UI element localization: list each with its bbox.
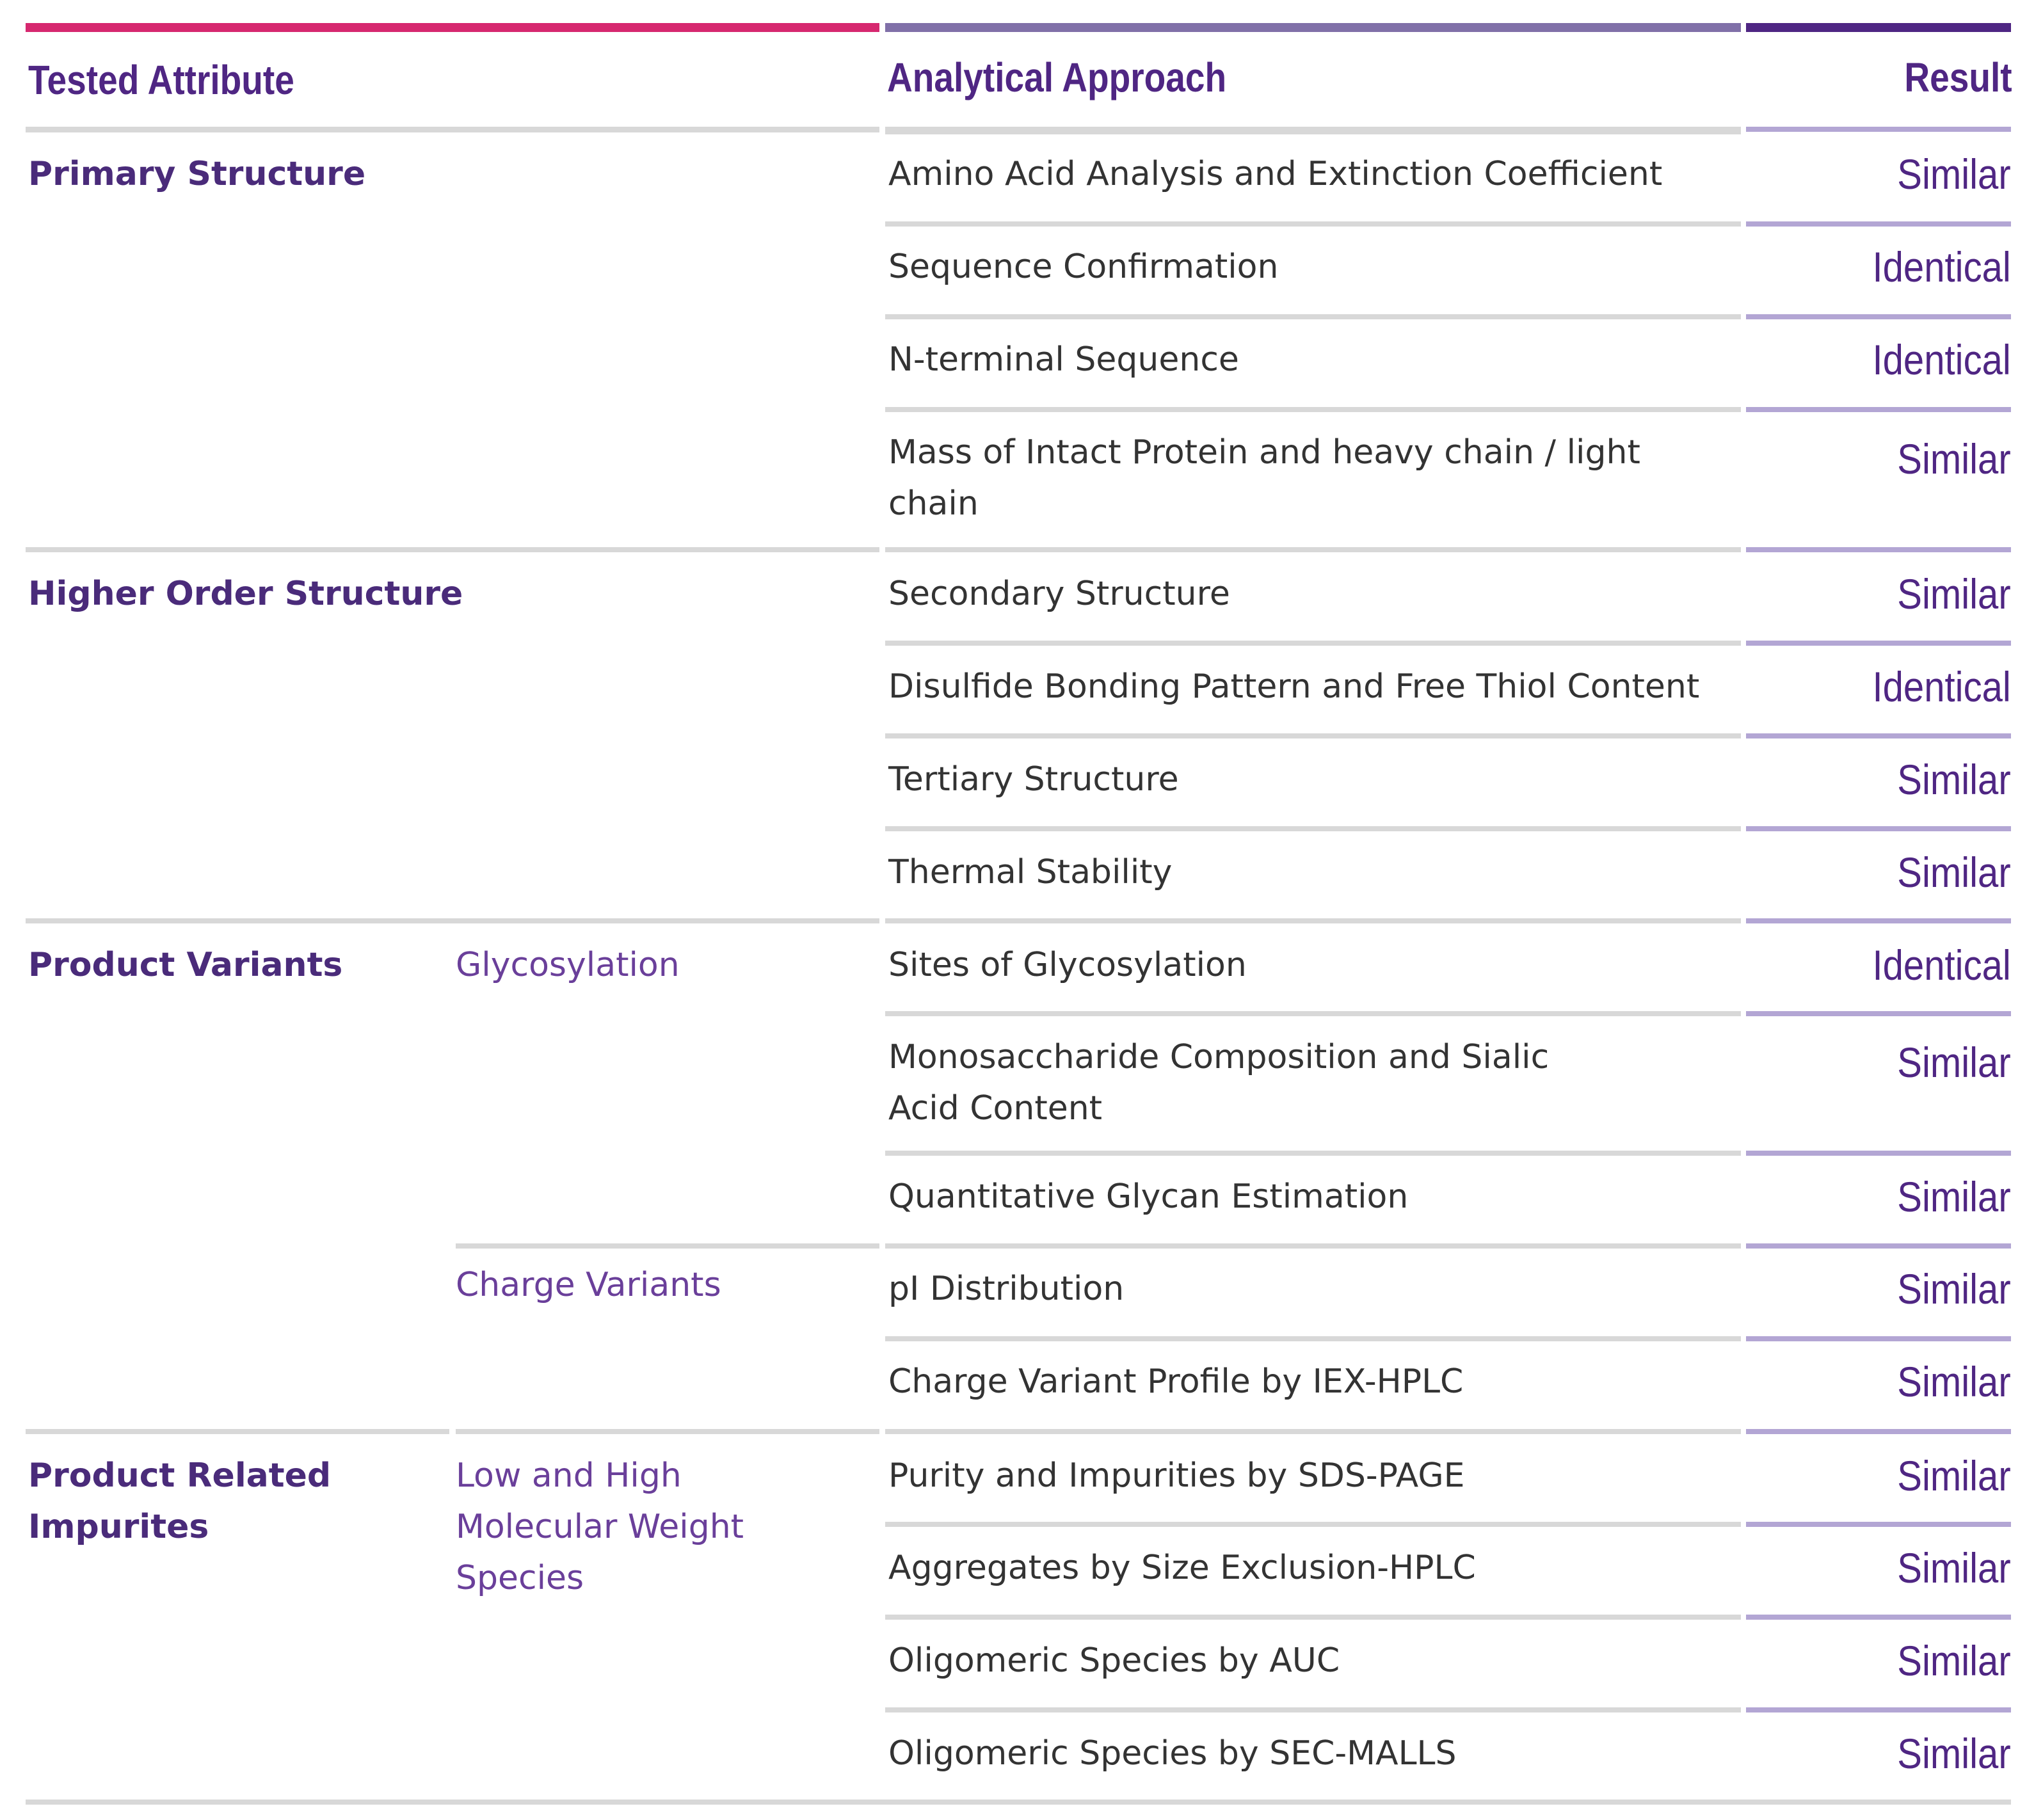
approach-cell: Oligomeric Species by SEC-MALLS: [888, 1734, 1457, 1773]
row-divider: [885, 1615, 1741, 1620]
row-divider: [1746, 221, 2011, 227]
header-accent-bar-attribute: [26, 23, 879, 32]
header-accent-bar-result: [1746, 23, 2011, 32]
row-divider: [1746, 826, 2011, 831]
group-divider: [26, 1429, 449, 1434]
row-divider: [1746, 641, 2011, 646]
subcategory-glycosylation: Glycosylation: [456, 946, 680, 984]
result-cell: Similar: [1897, 435, 2011, 483]
row-divider: [1746, 1429, 2011, 1434]
result-cell: Similar: [1897, 1039, 2011, 1086]
row-divider: [1746, 733, 2011, 738]
result-cell: Similar: [1897, 1358, 2011, 1405]
row-divider: [885, 1243, 1741, 1249]
result-cell: Similar: [1897, 849, 2011, 896]
header-divider: [26, 127, 879, 132]
row-divider: [885, 918, 1741, 923]
approach-cell: Aggregates by Size Exclusion-HPLC: [888, 1549, 1476, 1587]
attribute-higher-order-structure: Higher Order Structure: [28, 575, 463, 613]
result-cell: Identical: [1872, 243, 2011, 291]
approach-cell: Quantitative Glycan Estimation: [888, 1177, 1409, 1216]
subcategory-molecular-weight-species: Low and High Molecular Weight Species: [456, 1457, 744, 1597]
row-divider: [885, 1429, 1741, 1434]
approach-cell: Purity and Impurities by SDS-PAGE: [888, 1457, 1465, 1495]
table-bottom-divider: [26, 1800, 2011, 1805]
approach-cell: pI Distribution: [888, 1270, 1125, 1308]
row-divider: [1746, 314, 2011, 319]
approach-cell: N-terminal Sequence: [888, 340, 1239, 379]
attribute-product-related-impurities: Product Related Impurites: [28, 1457, 332, 1546]
result-cell: Identical: [1872, 336, 2011, 383]
row-divider: [1746, 1522, 2011, 1527]
group-divider: [456, 1429, 879, 1434]
approach-cell: Sites of Glycosylation: [888, 946, 1247, 984]
row-divider: [1746, 918, 2011, 923]
row-divider: [885, 1522, 1741, 1527]
result-cell: Similar: [1897, 1173, 2011, 1220]
result-cell: Similar: [1897, 570, 2011, 618]
row-divider: [1746, 1011, 2011, 1016]
row-divider: [885, 1707, 1741, 1712]
approach-cell: Mass of Intact Protein and heavy chain / light chain: [888, 433, 1640, 523]
result-cell: Similar: [1897, 1637, 2011, 1684]
row-divider: [885, 1151, 1741, 1156]
result-cell: Similar: [1897, 756, 2011, 803]
header-divider: [1746, 127, 2011, 132]
result-cell: Similar: [1897, 1544, 2011, 1592]
row-divider: [885, 221, 1741, 227]
result-cell: Identical: [1872, 663, 2011, 710]
header-accent-bar-approach: [885, 23, 1741, 32]
result-cell: Similar: [1897, 1730, 2011, 1777]
approach-cell: Amino Acid Analysis and Extinction Coefficient: [888, 155, 1663, 193]
subcategory-charge-variants: Charge Variants: [456, 1266, 721, 1304]
header-result: Result: [1904, 54, 2012, 100]
header-tested-attribute: Tested Attribute: [28, 57, 294, 103]
attribute-product-variants: Product Variants: [28, 946, 343, 984]
row-divider: [1746, 407, 2011, 412]
approach-cell: Tertiary Structure: [888, 760, 1179, 799]
result-cell: Identical: [1872, 941, 2011, 989]
approach-cell: Monosaccharide Composition and Sialic Acid Content: [888, 1038, 1550, 1128]
row-divider: [1746, 1615, 2011, 1620]
group-divider: [456, 1243, 879, 1249]
row-divider: [1746, 1151, 2011, 1156]
row-divider: [885, 1336, 1741, 1341]
group-divider: [26, 547, 879, 552]
header-analytical-approach: Analytical Approach: [887, 54, 1227, 100]
result-cell: Similar: [1897, 1265, 2011, 1313]
attribute-primary-structure: Primary Structure: [28, 155, 366, 193]
approach-cell: Oligomeric Species by AUC: [888, 1641, 1340, 1680]
row-divider: [1746, 1243, 2011, 1249]
row-divider: [885, 407, 1741, 412]
approach-cell: Sequence Confirmation: [888, 248, 1279, 286]
result-cell: Similar: [1897, 1452, 2011, 1499]
row-divider: [1746, 1336, 2011, 1341]
row-divider: [1746, 547, 2011, 552]
row-divider: [885, 314, 1741, 319]
row-divider: [1746, 1707, 2011, 1712]
approach-cell: Thermal Stability: [888, 853, 1173, 891]
group-divider: [26, 918, 879, 923]
row-divider: [885, 547, 1741, 552]
approach-cell: Charge Variant Profile by IEX-HPLC: [888, 1362, 1464, 1401]
row-divider: [885, 1011, 1741, 1016]
result-cell: Similar: [1897, 150, 2011, 198]
row-divider: [885, 641, 1741, 646]
approach-cell: Disulfide Bonding Pattern and Free Thiol Content: [888, 667, 1700, 706]
row-divider: [885, 733, 1741, 738]
row-divider: [885, 826, 1741, 831]
approach-cell: Secondary Structure: [888, 575, 1230, 613]
header-divider: [885, 127, 1741, 134]
